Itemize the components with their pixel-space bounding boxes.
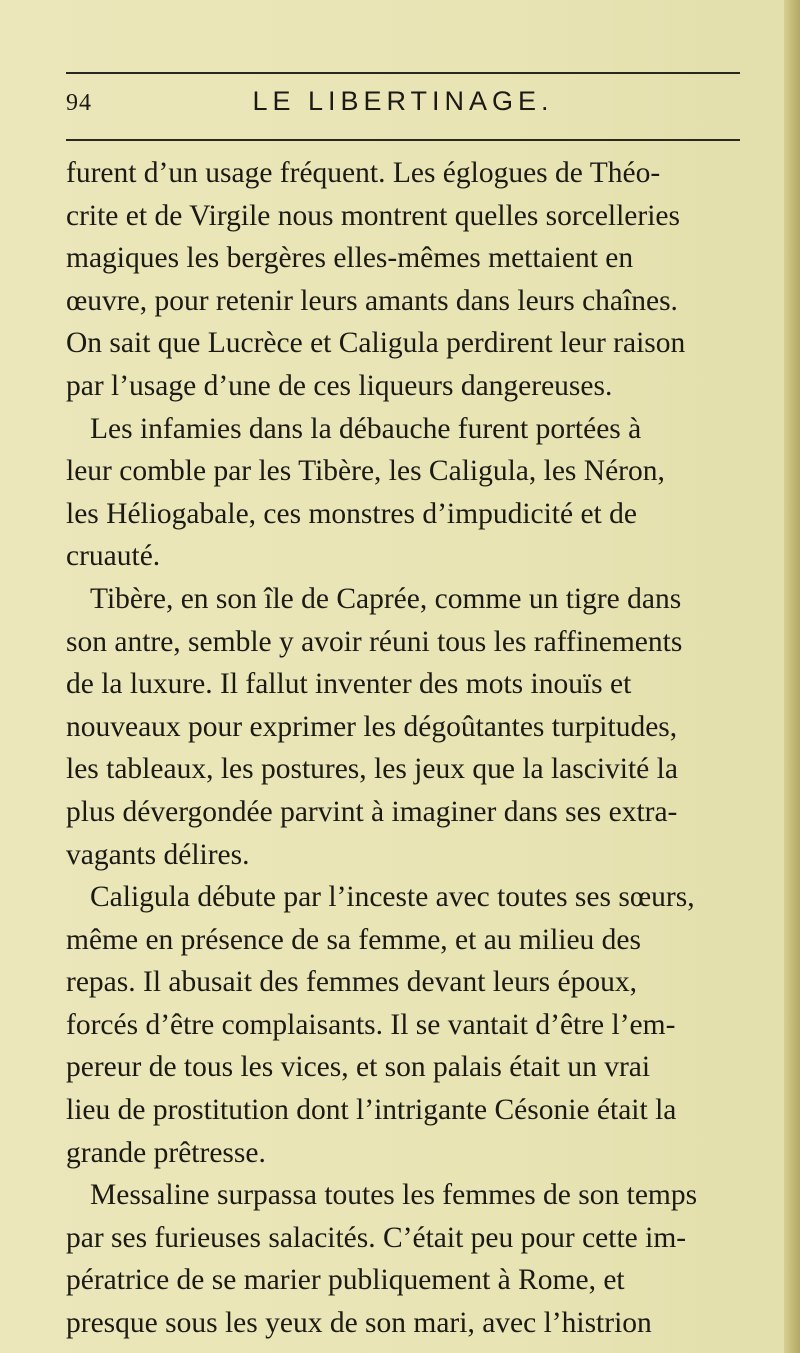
body-text [66,152,756,1345]
text-line: même en présence de sa femme, et au milieu des [66,923,642,956]
text-line: son antre, semble y avoir réuni tous les raffinements [66,625,683,658]
page-number: 94 [66,90,92,116]
text-line: repas. Il abusait des femmes devant leurs époux, [66,966,637,999]
text-line: de la luxure. Il fallut inventer des mots inouïs et [66,668,632,701]
text-line: leur comble par les Tibère, les Caligula, les Néron, [66,455,665,488]
page-header [66,86,740,126]
text-line: Caligula débute par l’inceste avec toutes ses sœurs, [90,881,695,914]
text-line: On sait que Lucrèce et Caligula perdirent leur raison [66,327,686,360]
text-line: grande prêtresse. [66,1136,266,1169]
text-line: lieu de prostitution dont l’intrigante Césonie était la [66,1094,677,1127]
text-line: plus dévergondée parvint à imaginer dans ses extra- [66,795,678,828]
text-line: les Héliogabale, ces monstres d’impudicité et de [66,497,637,530]
text-line: par l’usage d’une de ces liqueurs dangereuses. [66,369,613,402]
text-line: vagants délires. [66,838,250,871]
text-line: cruauté. [66,540,161,573]
text-line: nouveaux pour exprimer les dégoûtantes turpitudes, [66,710,678,743]
text-line: Les infamies dans la débauche furent portées à [90,412,642,445]
text-line: magiques les bergères elles-mêmes mettaient en [66,242,634,275]
text-line: furent d’un usage fréquent. Les églogues de Théo- [66,157,661,189]
text-line: Messaline surpassa toutes les femmes de son temps [90,1179,698,1212]
text-line: crite et de Virgile nous montrent quelles sorcelleries [66,199,680,232]
text-line: presque sous les yeux de son mari, avec l’histrion [66,1307,652,1340]
text-line: par ses furieuses salacités. C’était peu pour cette im- [66,1221,687,1254]
text-line: les tableaux, les postures, les jeux que la lascivité la [66,753,678,786]
text-line: pereur de tous les vices, et son palais était un vrai [66,1051,651,1084]
text-line: pératrice de se marier publiquement à Rome, et [66,1264,625,1297]
header-rule-top [66,72,740,74]
text-line: forcés d’être complaisants. Il se vantait d’être l’em- [66,1008,676,1041]
page-edge [784,0,800,1353]
text-line: œuvre, pour retenir leurs amants dans leurs chaînes. [66,284,678,317]
header-rule-bottom [66,139,740,141]
text-line: Tibère, en son île de Caprée, comme un tigre dans [90,582,682,615]
running-title: LE LIBERTINAGE. [252,86,554,116]
